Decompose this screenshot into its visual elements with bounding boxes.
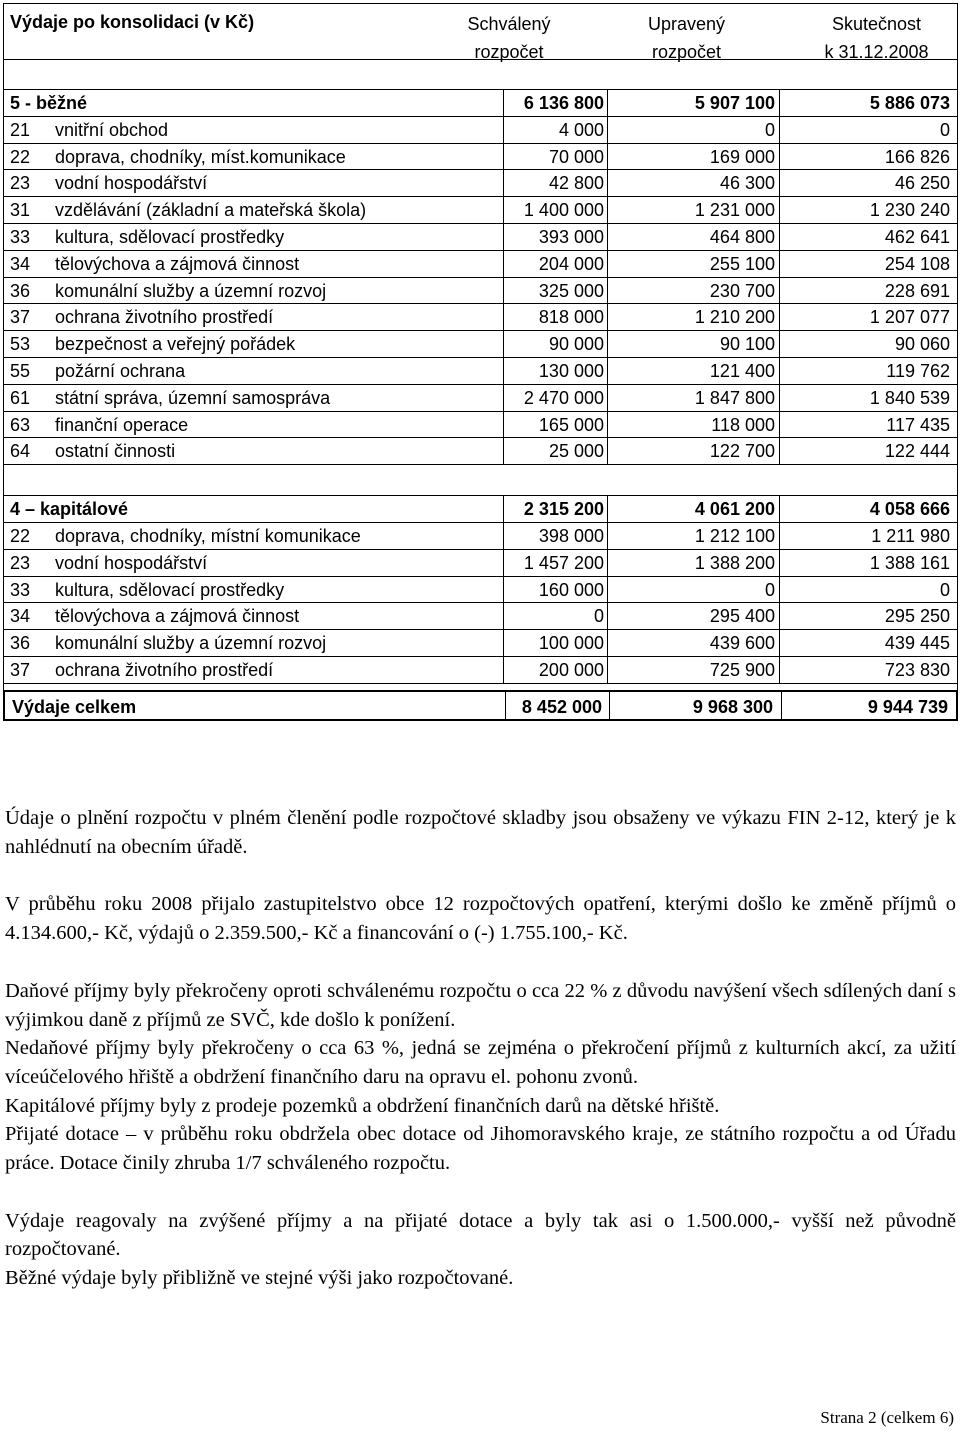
row-code: 64 [10,441,31,462]
approved-value: 25 000 [548,441,604,462]
actual-value: 4 058 666 [869,499,950,520]
section-label: 5 - běžné [10,93,88,113]
row-name: vodní hospodářství [55,173,208,194]
row-code: 31 [10,200,31,221]
adjusted-value: 725 900 [709,659,775,680]
adjusted-value: 1 388 200 [694,552,775,573]
adjusted-value: 169 000 [709,146,775,167]
text-block [5,804,956,1293]
row-code: 37 [10,659,31,680]
adjusted-value: 1 212 100 [694,525,775,546]
approved-value: 325 000 [538,280,604,301]
row-name: komunální služby a územní rozvoj [55,633,327,654]
table-title: Výdaje po konsolidaci (v Kč) [10,12,255,32]
approved-value: 818 000 [538,307,604,328]
table-row [3,224,958,251]
approved-value: 1 400 000 [523,200,604,221]
approved-value: 130 000 [538,360,604,381]
table-row [3,278,958,305]
actual-value: 166 826 [884,146,950,167]
table-row [3,251,958,278]
col-actual-header: Skutečnost k 31.12.2008 [824,14,929,62]
approved-value: 2 470 000 [523,387,604,408]
row-code: 22 [10,525,31,546]
approved-value: 42 800 [548,173,604,194]
actual-value: 1 211 980 [871,525,950,546]
table-header [3,3,958,60]
row-code: 61 [10,387,31,408]
paragraph-expenditures: Výdaje reagovaly na zvýšené příjmy a na přijaté dotace a byly tak asi o 1.500.000,- vyšší než původně rozpočtované. [5,1209,956,1261]
actual-value: 1 388 161 [869,552,950,573]
approved-value: 165 000 [538,414,604,435]
adjusted-value: 0 [764,119,775,140]
table-row [3,438,958,465]
approved-value: 200 000 [538,659,604,680]
adjusted-value: 295 400 [709,606,775,627]
table-row [3,523,958,550]
adjusted-value: 255 100 [709,253,775,274]
approved-value: 204 000 [538,253,604,274]
table-row [3,577,958,604]
row-name: vnitřní obchod [55,119,169,140]
total-adjusted: 9 968 300 [692,696,773,717]
adjusted-value: 0 [764,579,775,600]
adjusted-value: 5 907 100 [694,93,775,113]
table-row [3,550,958,577]
row-code: 63 [10,414,31,435]
row-name: doprava, chodníky, míst.komunikace [55,146,346,167]
row-code: 22 [10,146,31,167]
adjusted-value: 439 600 [709,633,775,654]
actual-value: 1 207 077 [869,307,950,328]
actual-value: 0 [939,579,950,600]
paragraph-nontax-revenue: Nedaňové příjmy byly překročeny o cca 63 %, jedná se zejména o překročení příjmů z kulturních akcí, za užití víceúčelového hřiště a obdržení finančního daru na opravu el. pohonu zvonů. [5,1037,956,1088]
row-name: ostatní činnosti [55,441,176,462]
row-code: 34 [10,253,31,274]
adjusted-value: 46 300 [719,173,775,194]
actual-value: 254 108 [884,253,950,274]
row-name: kultura, sdělovací prostředky [55,579,285,600]
approved-value: 160 000 [538,579,604,600]
table-row [3,117,958,144]
row-name: komunální služby a územní rozvoj [55,280,327,301]
paragraph-budget-measures: V průběhu roku 2008 přijalo zastupitelstvo obce 12 rozpočtových opatření, kterými došlo ke změně příjmů o 4.134.600,- Kč, výdajů o 2.359.500,- Kč a financování o (-) 1.755.100,- Kč. [5,893,956,945]
approved-value: 70 000 [548,146,604,167]
table-row [3,304,958,331]
total-label: Výdaje celkem [12,696,137,717]
actual-value: 46 250 [894,173,950,194]
row-code: 21 [10,119,31,140]
adjusted-value: 464 800 [709,226,775,247]
approved-value: 90 000 [548,334,604,355]
table-row [3,358,958,385]
row-name: bezpečnost a veřejný pořádek [55,334,296,355]
row-code: 34 [10,606,31,627]
approved-value: 6 136 800 [523,93,604,113]
approved-value: 100 000 [538,633,604,654]
table-row [3,412,958,439]
row-name: vzdělávání (základní a mateřská škola) [55,200,367,221]
row-name: tělovýchova a zájmová činnost [55,606,300,627]
table-row [3,630,958,657]
adjusted-value: 4 061 200 [694,499,775,520]
row-code: 36 [10,633,31,654]
actual-value: 1 230 240 [869,200,950,221]
row-code: 23 [10,173,31,194]
current-section-row [3,90,958,117]
col-adjusted-header: Upravený rozpočet [647,14,726,62]
table-row [3,197,958,224]
adjusted-value: 118 000 [711,414,775,435]
paragraph-capital-revenue: Kapitálové příjmy byly z prodeje pozemků a obdržení finančních darů na dětské hřiště. [5,1094,720,1117]
table-row [3,603,958,630]
table-row [3,657,958,684]
row-name: finanční operace [55,414,189,435]
row-code: 55 [10,360,31,381]
actual-value: 723 830 [884,659,950,680]
approved-value: 2 315 200 [523,499,604,520]
capital-section-row [3,496,958,523]
adjusted-value: 230 700 [709,280,775,301]
actual-value: 5 886 073 [869,93,950,113]
approved-value: 0 [593,606,604,627]
row-name: ochrana životního prostředí [55,659,274,680]
adjusted-value: 121 400 [709,360,775,381]
actual-value: 439 445 [884,633,950,654]
actual-value: 119 762 [886,360,950,381]
actual-value: 295 250 [884,606,950,627]
row-name: požární ochrana [55,360,186,381]
paragraph-fin-report: Údaje o plnění rozpočtu v plném členění podle rozpočtové skladby jsou obsaženy ve výkazu FIN 2-12, který je k nahlédnutí na obecním úřadě. [5,807,956,858]
actual-value: 90 060 [894,334,950,355]
adjusted-value: 1 231 000 [694,200,775,221]
adjusted-value: 122 700 [709,441,775,462]
col-approved-header: Schválený rozpočet [467,14,551,62]
approved-value: 1 457 200 [523,552,604,573]
row-name: ochrana životního prostředí [55,307,274,328]
row-name: vodní hospodářství [55,552,208,573]
total-row [3,690,958,721]
total-actual: 9 944 739 [867,696,948,717]
actual-value: 228 691 [884,280,950,301]
table-row [3,144,958,171]
expenditure-table [3,3,958,721]
adjusted-value: 90 100 [719,334,775,355]
total-approved: 8 452 000 [521,696,602,717]
row-code: 33 [10,579,31,600]
row-name: tělovýchova a zájmová činnost [55,253,300,274]
adjusted-value: 1 847 800 [694,387,775,408]
actual-value: 117 435 [886,414,950,435]
row-code: 37 [10,307,31,328]
paragraph-tax-revenue: Daňové příjmy byly překročeny oproti schválenému rozpočtu o cca 22 % z důvodu navýšení všech sdílených daní s výjimkou daně z příjmů ze SVČ, kde došlo k ponížení. [5,979,956,1031]
actual-value: 122 444 [884,441,950,462]
table-row [3,331,958,358]
row-code: 53 [10,334,31,355]
paragraph-current-expenditures: Běžné výdaje byly přibližně ve stejné výši jako rozpočtované. [5,1267,514,1290]
row-code: 23 [10,552,31,573]
section-label: 4 – kapitálové [10,499,129,520]
row-name: kultura, sdělovací prostředky [55,226,285,247]
approved-value: 393 000 [538,226,604,247]
row-code: 36 [10,280,31,301]
paragraph-subsidies: Přijaté dotace – v průběhu roku obdržela obec dotace od Jihomoravského kraje, ze státního rozpočtu a od Úřadu práce. Dotace činily zhruba 1/7 schváleného rozpočtu. [5,1123,956,1175]
row-code: 33 [10,226,31,247]
row-name: doprava, chodníky, místní komunikace [55,525,361,546]
actual-value: 1 840 539 [869,387,950,408]
adjusted-value: 1 210 200 [694,307,775,328]
table-row [3,170,958,197]
actual-value: 462 641 [884,226,950,247]
row-name: státní správa, územní samospráva [55,387,331,408]
page-footer: Strana 2 (celkem 6) [820,1408,954,1427]
approved-value: 4 000 [558,119,604,140]
table-row [3,385,958,412]
actual-value: 0 [939,119,950,140]
approved-value: 398 000 [538,525,604,546]
